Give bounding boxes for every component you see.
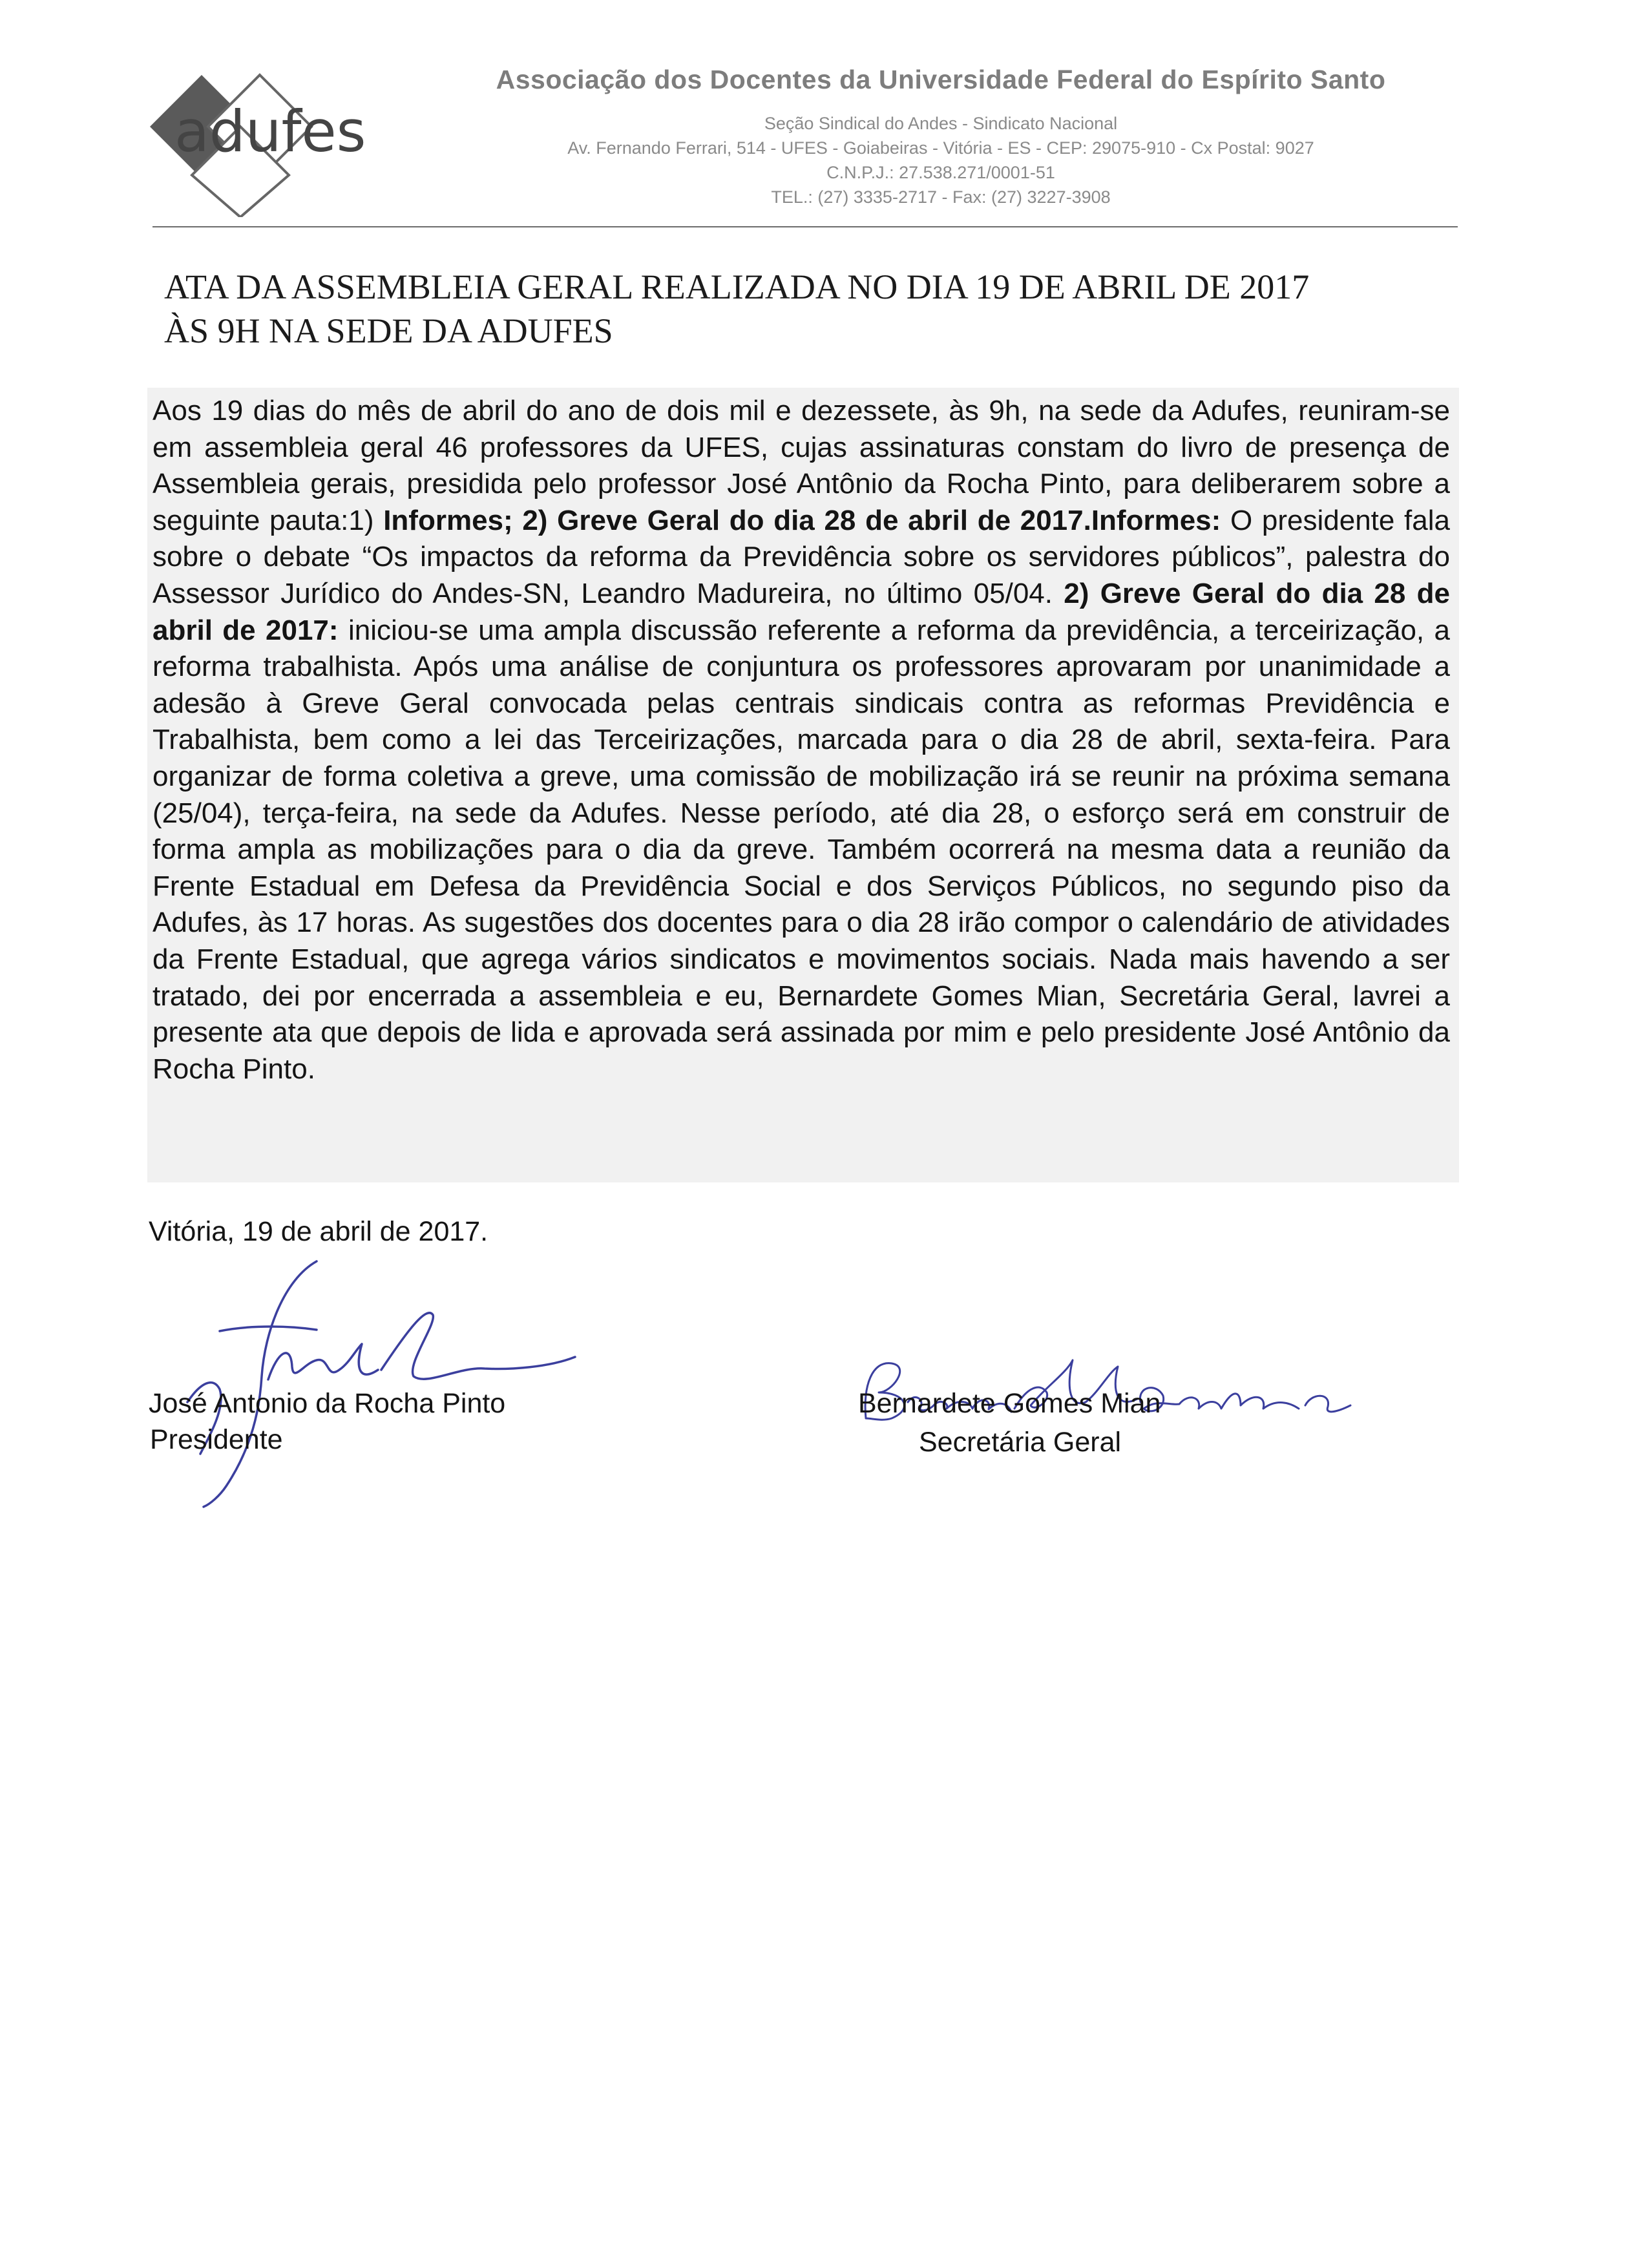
- body-bold-part-1: Informes; 2) Greve Geral do dia 28 de abril de 2017.Informes:: [383, 504, 1221, 536]
- org-contact-lines: [424, 111, 1458, 209]
- president-name: José Antonio da Rocha Pinto: [149, 1388, 506, 1419]
- body-text-part-1: Aos 19 dias do mês de abril do ano de dois mil e dezessete, às 9h, na sede da Adufes, reuniram-se em assembleia geral 46 professores da UFES, cujas assinaturas constam do livro de presença de Assembleia gerais, presidida pelo professor José Antônio da Rocha Pinto, para deliberarem sobre a seguinte pauta:1): [152, 395, 1450, 536]
- secretary-role: Secretária Geral: [919, 1427, 1122, 1458]
- body-text-part-3: iniciou-se uma ampla discussão referente a reforma da previdência, a terceirização, a reforma trabalhista. Após uma análise de conjuntura os professores aprovaram por unanimidade a adesão à Greve Geral convocada pelas centrais sindicais contra as reformas Previdência e Trabalhista, bem como a lei das Terceirizações, marcada para o dia 28 de abril, sexta-feira. Para organizar de forma coletiva a greve, uma comissão de mobilização irá se reunir na próxima semana (25/04), terça-feira, na sede da Adufes. Nesse período, até dia 28, o esforço será em construir de forma ampla as mobilizações para o dia da greve. Também ocorrerá na mesma data a reunião da Frente Estadual em Defesa da Previdência Social e dos Serviços Públicos, no segundo piso da Adufes, às 17 horas. As sugestões dos docentes para o dia 28 irão compor o calendário de atividades da Frente Estadual, que agrega vários sindicatos e movimentos sociais. Nada mais havendo a ser tratado, dei por encerrada a assembleia e eu, Bernardete Gomes Mian, Secretária Geral, lavrei a presente ata que depois de lida e aprovada será assinada por mim e pelo presidente José Antônio da Rocha Pinto.: [152, 614, 1450, 1085]
- org-name: Associação dos Docentes da Universidade Federal do Espírito Santo: [496, 65, 1386, 94]
- secretary-name: Bernardete Gomes Mian: [858, 1388, 1161, 1419]
- title-line-2: ÀS 9H NA SEDE DA ADUFES: [164, 311, 613, 350]
- title-line-1: ATA DA ASSEMBLEIA GERAL REALIZADA NO DIA 19 DE ABRIL DE 2017: [164, 268, 1310, 306]
- adufes-logo: [150, 56, 408, 217]
- body-text-part-2: O presidente fala sobre o debate “Os impactos da reforma da Previdência sobre os servidores públicos”, palestra do Assessor Jurídico do Andes-SN, Leandro Madureira, no último 05/04.: [152, 504, 1451, 609]
- org-phone: TEL.: (27) 3335-2717 - Fax: (27) 3227-3908: [771, 187, 1111, 207]
- minutes-body: [152, 393, 1450, 1087]
- org-subtitle: Seção Sindical do Andes - Sindicato Nacional: [764, 114, 1118, 133]
- org-address: Av. Fernando Ferrari, 514 - UFES - Goiabeiras - Vitória - ES - CEP: 29075-910 - Cx Postal: 9027: [567, 138, 1314, 158]
- letterhead: [0, 0, 1649, 239]
- org-cnpj: C.N.P.J.: 27.538.271/0001-51: [826, 163, 1055, 182]
- document-title: [164, 265, 1469, 353]
- president-signature: [123, 1254, 588, 1512]
- logo-text: adufes: [174, 98, 366, 165]
- president-role: Presidente: [150, 1424, 283, 1455]
- body-bold-part-2: 2) Greve Geral do dia 28 de abril de 2017:: [152, 577, 1450, 646]
- date-line: Vitória, 19 de abril de 2017.: [149, 1216, 488, 1247]
- header-divider: [152, 226, 1458, 227]
